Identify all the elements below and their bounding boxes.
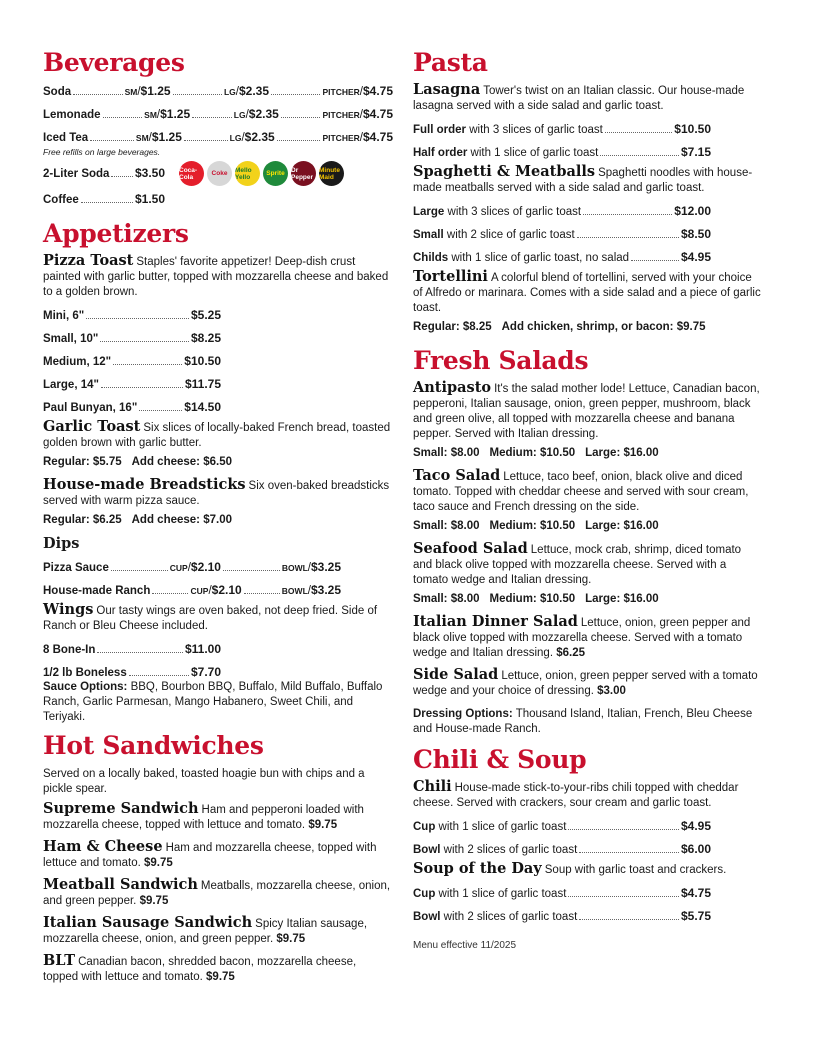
chili-row-cup: Cup with 1 slice of garlic toast $4.95 [413,819,711,833]
sandwich-meatball: Meatball Sandwich Meatballs, mozzarella cheese, onion, and green pepper. $9.75 [43,876,391,907]
minute-maid-logo: Minute Maid [319,161,344,186]
chili-sizes [413,819,711,857]
mello-yello-logo: Mello Yello [235,161,260,186]
sandwich-blt: BLT Canadian bacon, shredded bacon, mozzarella cheese, topped with lettuce and tomato. $9.75 [43,952,357,983]
pizza-size-row: Medium, 12" $10.50 [43,354,221,368]
beverage-row-soda: Soda SM / $1.25 LG / $2.35 PITCHER / $4.75 [43,84,394,98]
dr-pepper-logo: Dr Pepper [291,161,316,186]
right-column [413,48,763,951]
section-title-chili-soup: Chili & Soup [413,745,587,774]
garlic-toast-prices: Regular: $5.75 Add cheese: $6.50 [43,456,232,468]
left-column [43,48,393,985]
sandwich-supreme: Supreme Sandwich Ham and pepperoni loaded with mozzarella cheese, topped with lettuce and tomato. $9.75 [43,800,364,831]
dip-row-house-made-ranch: House-made Ranch CUP / $2.10 BOWL / $3.25 [43,583,341,597]
section-title-hot-sandwiches: Hot Sandwiches [43,731,264,760]
spaghetti-row-small: Small with 2 slice of garlic toast $8.50 [413,227,711,241]
sauce-options: Sauce Options: BBQ, Bourbon BBQ, Buffalo, Mild Buffalo, Buffalo Ranch, Garlic Parmesan, Mango Habanero, Sweet Chili, and Teriyaki. [43,681,383,723]
spaghetti-row-large: Large with 3 slices of garlic toast $12.00 [413,204,711,218]
salad-italian-dinner: Italian Dinner Salad Lettuce, onion, green pepper and black olive topped with mozzarella cheese. Served with a tomato wedge and Italian dressing. $6.25 [413,613,751,659]
lasagna-row-full: Full order with 3 slices of garlic toast $10.50 [413,122,711,136]
spaghetti-meatballs: Spaghetti & Meatballs Spaghetti noodles with house-made meatballs served with a side salad and garlic toast. [413,163,753,194]
wings: Wings Our tasty wings are oven baked, not deep fried. Side of Ranch or Bleu Cheese included. [43,601,378,632]
salad-seafood: Seafood Salad Lettuce, mock crab, shrimp, diced tomato and black olive topped with mozzarella cheese. Served with a tomato wedge and Italian dressing. [413,540,742,586]
salad-antipasto: Antipasto It's the salad mother lode! Lettuce, Canadian bacon, pepperoni, Italian sausage, onion, green pepper, mushroom, black and green olive, all topped with mozzarella cheese and banana pepper. Served with Italian dressing. [413,379,760,440]
garlic-toast: Garlic Toast Six slices of locally-baked French bread, toasted golden brown with garlic butter. [43,418,391,449]
beverage-row-iced-tea: Iced Tea SM / $1.25 LG / $2.35 PITCHER / $4.75 [43,130,393,144]
section-title-fresh-salads: Fresh Salads [413,346,589,375]
two-liter-row: 2-Liter Soda $3.50 Coca-Cola Coke Mello Yello Sprite Dr Pepper Minute Maid [43,161,393,186]
coffee-row: Coffee $1.50 [43,192,165,206]
tortellini-prices: Regular: $8.25 Add chicken, shrimp, or bacon: $9.75 [413,321,706,333]
sprite-logo: Sprite [263,161,288,186]
spaghetti-row-childs: Childs with 1 slice of garlic toast, no salad $4.95 [413,250,711,264]
menu-effective-date: Menu effective 11/2025 [413,940,517,951]
dressing-options: Dressing Options: Thousand Island, Italian, French, Bleu Cheese and House-made Ranch. [413,708,753,735]
wings-list [43,642,221,680]
salad-side: Side Salad Lettuce, onion, green pepper served with a tomato wedge and your choice of dressing. $3.00 [413,666,758,697]
soup-row-cup: Cup with 1 slice of garlic toast $4.75 [413,886,711,900]
section-title-appetizers: Appetizers [43,219,189,248]
chili-row-bowl: Bowl with 2 slices of garlic toast $6.00 [413,842,711,856]
beverage-row-lemonade: Lemonade SM / $1.25 LG / $2.35 PITCHER / $4.75 [43,107,394,121]
soda-logos [179,161,344,186]
house-made-breadsticks: House-made Breadsticks Six oven-baked breadsticks served with warm pizza sauce. [43,476,390,507]
spaghetti-sizes [413,204,711,265]
pizza-size-row: Small, 10" $8.25 [43,331,221,345]
lasagna-row-half: Half order with 1 slice of garlic toast $7.15 [413,145,711,159]
hot-sandwiches-intro: Served on a locally baked, toasted hoagie bun with chips and a pickle spear. [43,768,365,795]
coca-cola-logo: Coca-Cola [179,161,204,186]
soup-sizes [413,886,711,924]
wings-row-boneless: 1/2 lb Boneless $7.70 [43,665,221,679]
pizza-toast: Pizza Toast Staples' favorite appetizer! Deep-dish crust painted with garlic butter, topped with mozzarella cheese and baked to a golden brown. [43,252,389,298]
seafood-salad-prices: Small: $8.00 Medium: $10.50 Large: $16.00 [413,593,659,605]
section-title-beverages: Beverages [43,48,185,77]
salad-taco: Taco Salad Lettuce, taco beef, onion, black olive and diced tomato. Topped with cheddar cheese and served with sour cream, taco sauce and French dressing on the side. [413,467,749,513]
wings-row-bone-in: 8 Bone-In $11.00 [43,642,221,656]
section-title-pasta: Pasta [413,48,488,77]
pizza-toast-sizes [43,308,221,415]
dips-title: Dips [43,535,80,552]
tortellini: Tortellini A colorful blend of tortellini, served with your choice of Alfredo or marinara. Comes with a side salad and a piece of garlic toast. [413,268,761,314]
diet-coke-logo: Coke [207,161,232,186]
sandwich-italian-sausage: Italian Sausage Sandwich Spicy Italian sausage, mozzarella cheese, onion, and green pepper. $9.75 [43,914,368,945]
antipasto-prices: Small: $8.00 Medium: $10.50 Large: $16.00 [413,447,659,459]
lasagna: Lasagna Tower's twist on an Italian classic. Our house-made lasagna served with a side salad and garlic toast. [413,81,745,112]
lasagna-sizes [413,122,711,160]
pizza-size-row: Paul Bunyan, 16" $14.50 [43,400,221,414]
sandwich-ham-cheese: Ham & Cheese Ham and mozzarella cheese, topped with lettuce and tomato. $9.75 [43,838,377,869]
refill-note: Free refills on large beverages. [43,147,161,157]
pizza-size-row: Large, 14" $11.75 [43,377,221,391]
dips-list [43,560,341,598]
soup-of-the-day: Soup of the Day Soup with garlic toast and crackers. [413,860,727,877]
chili: Chili House-made stick-to-your-ribs chili topped with cheddar cheese. Served with crackers, sour cream and garlic toast. [413,778,739,809]
taco-salad-prices: Small: $8.00 Medium: $10.50 Large: $16.00 [413,520,659,532]
pizza-size-row: Mini, 6" $5.25 [43,308,221,322]
breadsticks-prices: Regular: $6.25 Add cheese: $7.00 [43,514,232,526]
dip-row-pizza-sauce: Pizza Sauce CUP / $2.10 BOWL / $3.25 [43,560,342,574]
soup-row-bowl: Bowl with 2 slices of garlic toast $5.75 [413,909,711,923]
